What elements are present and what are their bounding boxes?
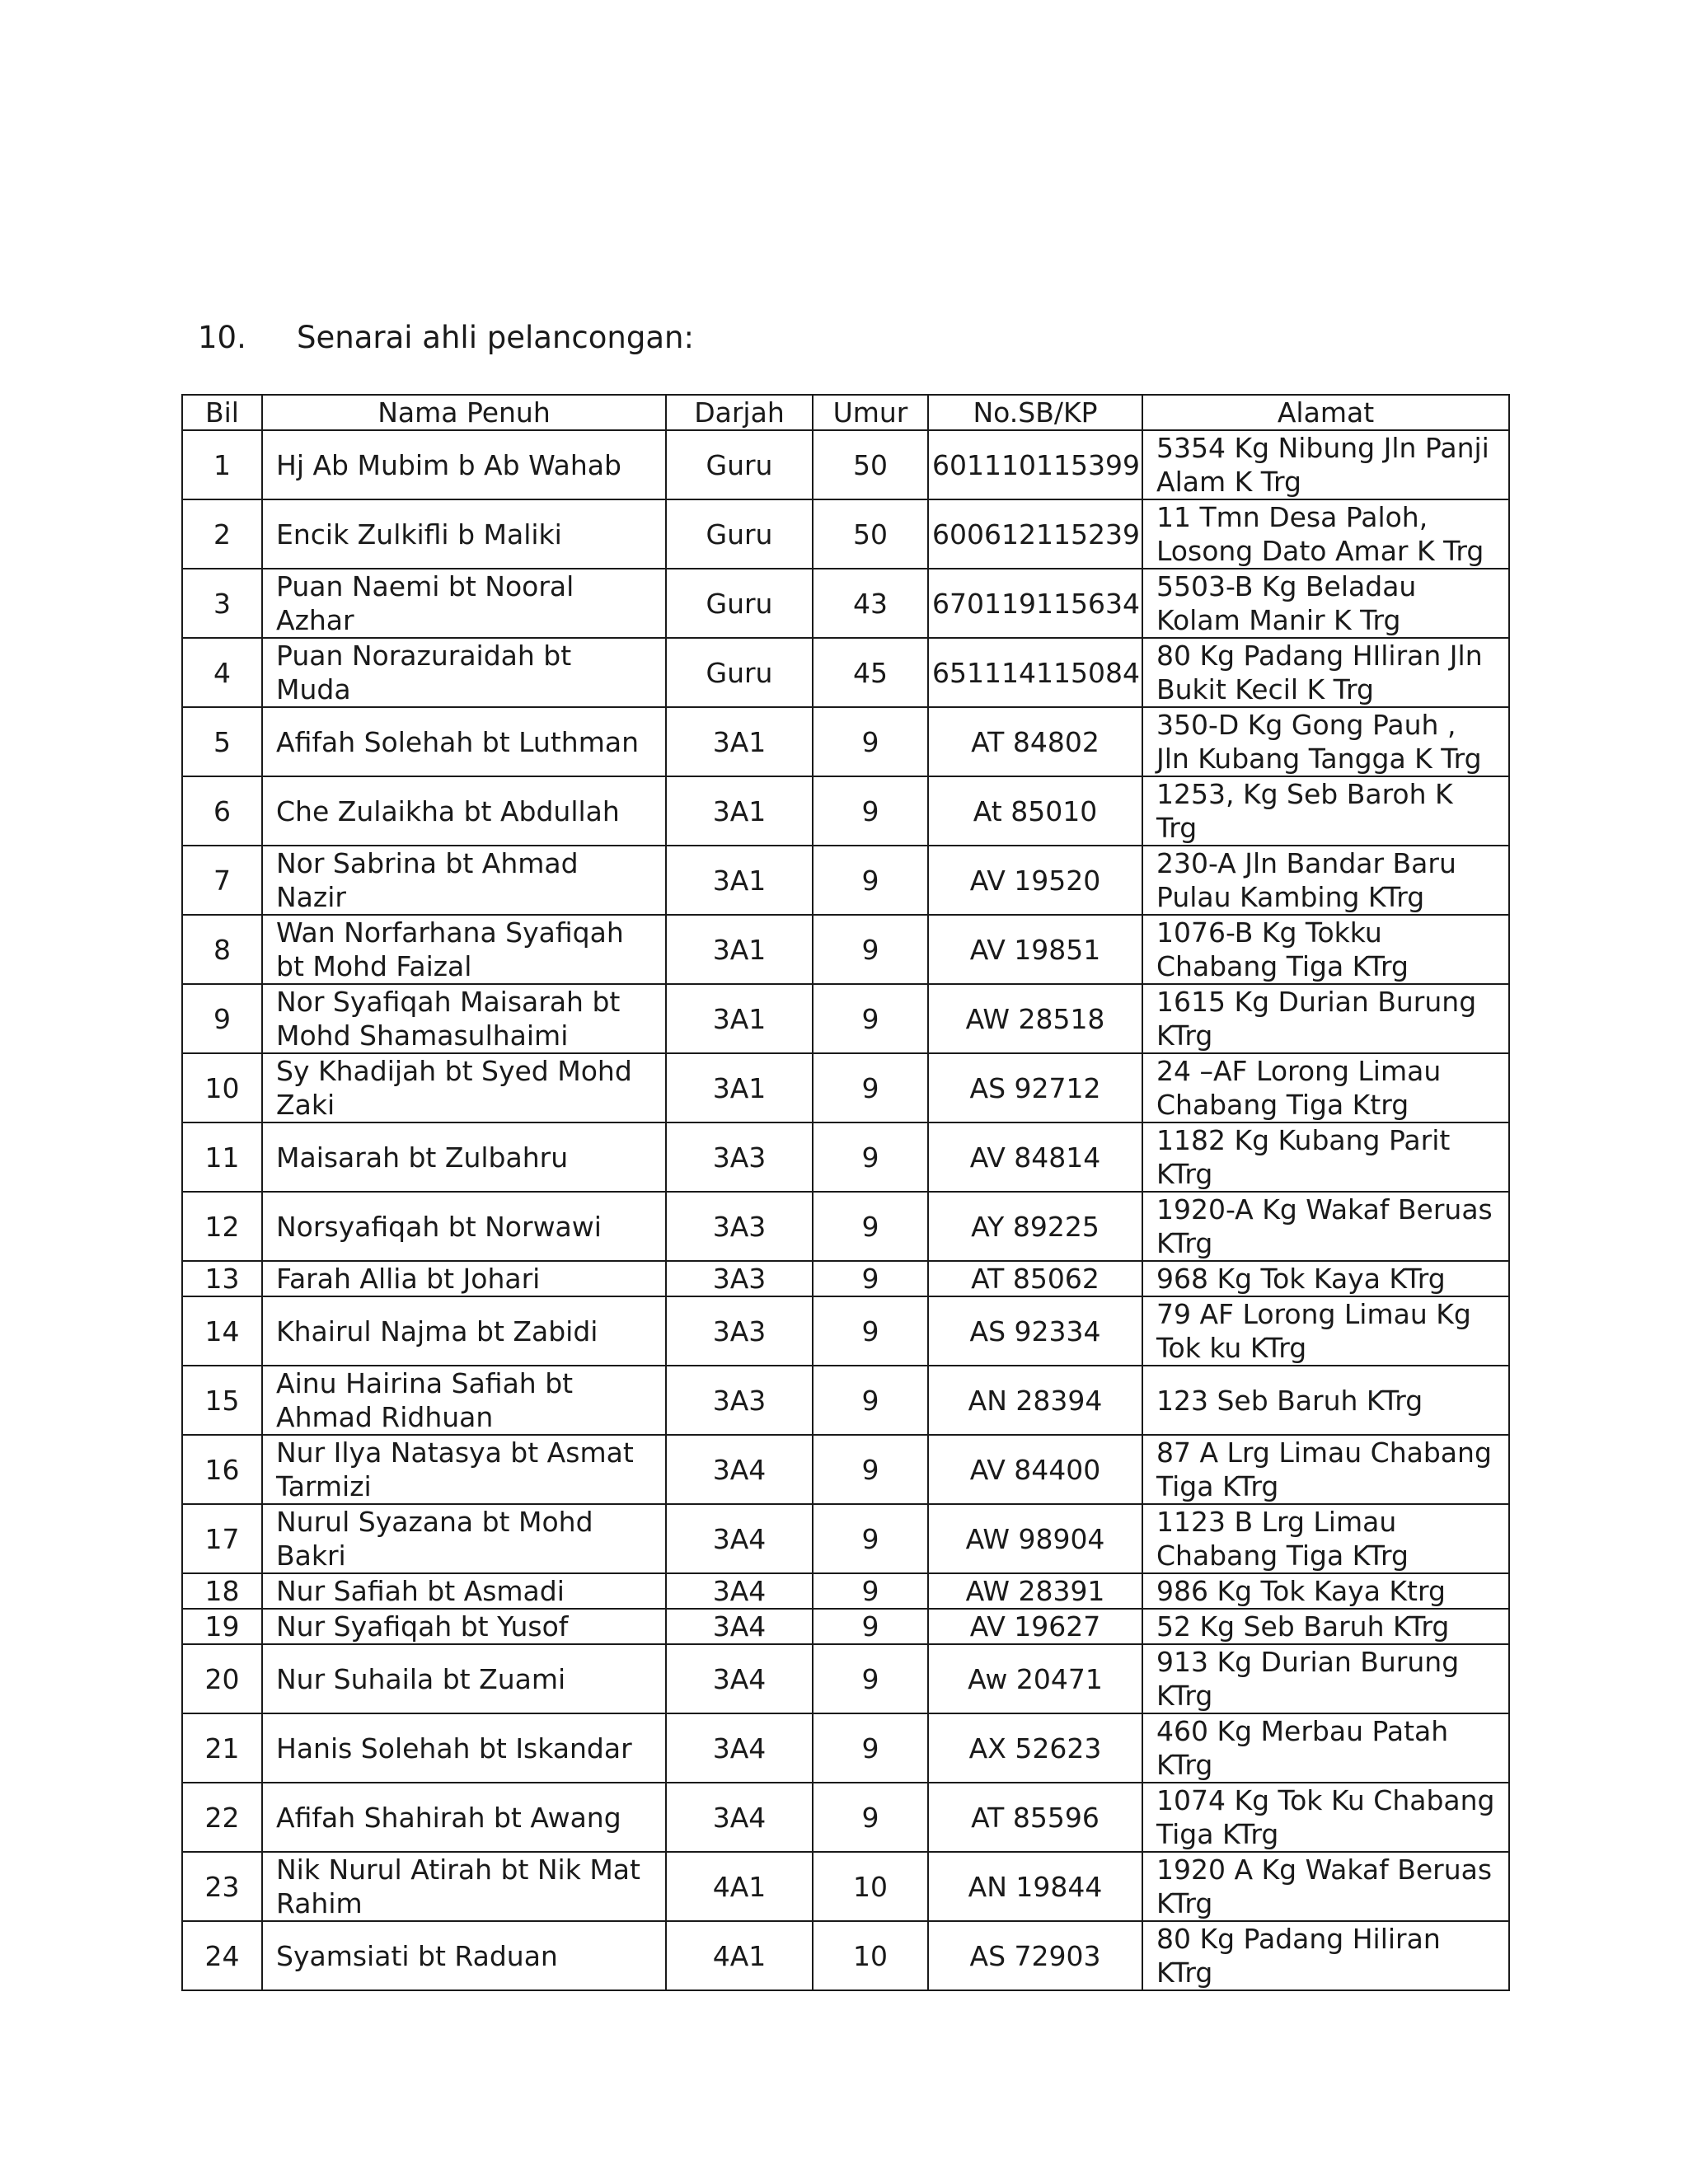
cell-no-sb-kp: AX 52623 [928,1713,1142,1783]
cell-alamat: 1076-B Kg Tokku Chabang Tiga KTrg [1142,915,1509,984]
cell-darjah: 3A3 [666,1192,813,1261]
cell-nama-penuh: Afifah Solehah bt Luthman [262,707,666,776]
table-row [182,1609,1509,1644]
cell-bil: 15 [182,1366,262,1435]
table-body [182,430,1509,1990]
cell-no-sb-kp: 601110115399 [928,430,1142,499]
cell-bil: 5 [182,707,262,776]
table-row [182,1366,1509,1435]
cell-nama-penuh: Khairul Najma bt Zabidi [262,1296,666,1366]
cell-bil: 21 [182,1713,262,1783]
cell-no-sb-kp: Aw 20471 [928,1644,1142,1713]
cell-umur: 9 [813,707,928,776]
header-nama-penuh: Nama Penuh [262,395,666,430]
cell-bil: 13 [182,1261,262,1296]
cell-alamat: 52 Kg Seb Baruh KTrg [1142,1609,1509,1644]
table-row [182,569,1509,638]
cell-alamat: 1123 B Lrg Limau Chabang Tiga KTrg [1142,1504,1509,1573]
table-row [182,1921,1509,1990]
cell-no-sb-kp: AY 89225 [928,1192,1142,1261]
cell-alamat: 460 Kg Merbau Patah KTrg [1142,1713,1509,1783]
cell-no-sb-kp: AN 19844 [928,1852,1142,1921]
section-title: Senarai ahli pelancongan: [297,320,694,355]
cell-nama-penuh: Nik Nurul Atirah bt Nik Mat Rahim [262,1852,666,1921]
cell-no-sb-kp: AV 19520 [928,846,1142,915]
cell-bil: 12 [182,1192,262,1261]
cell-bil: 24 [182,1921,262,1990]
cell-umur: 50 [813,430,928,499]
cell-alamat: 1074 Kg Tok Ku Chabang Tiga KTrg [1142,1783,1509,1852]
cell-alamat: 986 Kg Tok Kaya Ktrg [1142,1573,1509,1609]
cell-bil: 18 [182,1573,262,1609]
table-row [182,1504,1509,1573]
cell-alamat: 123 Seb Baruh KTrg [1142,1366,1509,1435]
header-no-sb-kp: No.SB/KP [928,395,1142,430]
cell-no-sb-kp: AS 92712 [928,1053,1142,1122]
cell-nama-penuh: Sy Khadijah bt Syed Mohd Zaki [262,1053,666,1122]
table-row [182,846,1509,915]
cell-umur: 9 [813,915,928,984]
cell-darjah: Guru [666,638,813,707]
table-row [182,1192,1509,1261]
header-umur: Umur [813,395,928,430]
cell-nama-penuh: Wan Norfarhana Syafiqah bt Mohd Faizal [262,915,666,984]
cell-bil: 1 [182,430,262,499]
cell-umur: 9 [813,1366,928,1435]
cell-nama-penuh: Puan Naemi bt Nooral Azhar [262,569,666,638]
cell-bil: 19 [182,1609,262,1644]
cell-darjah: 3A4 [666,1609,813,1644]
cell-no-sb-kp: AV 19627 [928,1609,1142,1644]
cell-nama-penuh: Syamsiati bt Raduan [262,1921,666,1990]
cell-bil: 7 [182,846,262,915]
table-row [182,1122,1509,1192]
table-row [182,915,1509,984]
cell-alamat: 87 A Lrg Limau Chabang Tiga KTrg [1142,1435,1509,1504]
cell-umur: 9 [813,1609,928,1644]
cell-no-sb-kp: AS 92334 [928,1296,1142,1366]
cell-nama-penuh: Hanis Solehah bt Iskandar [262,1713,666,1783]
cell-bil: 2 [182,499,262,569]
cell-bil: 11 [182,1122,262,1192]
cell-alamat: 230-A Jln Bandar Baru Pulau Kambing KTrg [1142,846,1509,915]
cell-bil: 8 [182,915,262,984]
cell-alamat: 5354 Kg Nibung Jln Panji Alam K Trg [1142,430,1509,499]
cell-alamat: 968 Kg Tok Kaya KTrg [1142,1261,1509,1296]
table-row [182,776,1509,846]
cell-no-sb-kp: 600612115239 [928,499,1142,569]
cell-bil: 23 [182,1852,262,1921]
cell-darjah: Guru [666,569,813,638]
cell-darjah: 3A3 [666,1122,813,1192]
cell-no-sb-kp: AT 84802 [928,707,1142,776]
cell-no-sb-kp: AV 19851 [928,915,1142,984]
table-header-row [182,395,1509,430]
cell-no-sb-kp: AV 84400 [928,1435,1142,1504]
cell-umur: 45 [813,638,928,707]
cell-no-sb-kp: AT 85596 [928,1783,1142,1852]
cell-bil: 16 [182,1435,262,1504]
cell-darjah: Guru [666,430,813,499]
cell-no-sb-kp: AW 98904 [928,1504,1142,1573]
cell-darjah: 3A4 [666,1504,813,1573]
cell-darjah: 3A1 [666,776,813,846]
cell-nama-penuh: Encik Zulkifli b Maliki [262,499,666,569]
cell-bil: 17 [182,1504,262,1573]
table-row [182,499,1509,569]
section-heading [198,320,694,355]
cell-alamat: 80 Kg Padang Hiliran KTrg [1142,1921,1509,1990]
table-row [182,1852,1509,1921]
cell-umur: 9 [813,1713,928,1783]
cell-no-sb-kp: AW 28391 [928,1573,1142,1609]
cell-darjah: 3A4 [666,1713,813,1783]
cell-alamat: 24 –AF Lorong Limau Chabang Tiga Ktrg [1142,1053,1509,1122]
cell-no-sb-kp: AT 85062 [928,1261,1142,1296]
cell-no-sb-kp: AW 28518 [928,984,1142,1053]
cell-bil: 9 [182,984,262,1053]
cell-darjah: 3A3 [666,1296,813,1366]
cell-darjah: 3A3 [666,1261,813,1296]
cell-bil: 22 [182,1783,262,1852]
cell-umur: 50 [813,499,928,569]
cell-alamat: 5503-B Kg Beladau Kolam Manir K Trg [1142,569,1509,638]
cell-nama-penuh: Norsyafiqah bt Norwawi [262,1192,666,1261]
cell-nama-penuh: Nur Safiah bt Asmadi [262,1573,666,1609]
cell-alamat: 913 Kg Durian Burung KTrg [1142,1644,1509,1713]
cell-darjah: 3A4 [666,1644,813,1713]
cell-nama-penuh: Nor Syafiqah Maisarah bt Mohd Shamasulhaimi [262,984,666,1053]
cell-umur: 9 [813,776,928,846]
cell-umur: 9 [813,1296,928,1366]
cell-umur: 10 [813,1921,928,1990]
table-row [182,638,1509,707]
cell-no-sb-kp: AS 72903 [928,1921,1142,1990]
table-row [182,1261,1509,1296]
cell-nama-penuh: Ainu Hairina Safiah bt Ahmad Ridhuan [262,1366,666,1435]
cell-alamat: 350-D Kg Gong Pauh , Jln Kubang Tangga K Trg [1142,707,1509,776]
cell-umur: 9 [813,1504,928,1573]
cell-nama-penuh: Farah Allia bt Johari [262,1261,666,1296]
table-row [182,984,1509,1053]
cell-umur: 9 [813,984,928,1053]
cell-darjah: 3A4 [666,1573,813,1609]
cell-nama-penuh: Nur Ilya Natasya bt Asmat Tarmizi [262,1435,666,1504]
cell-umur: 9 [813,1122,928,1192]
table-row [182,1644,1509,1713]
cell-umur: 10 [813,1852,928,1921]
cell-alamat: 80 Kg Padang HIliran Jln Bukit Kecil K Trg [1142,638,1509,707]
cell-no-sb-kp: AN 28394 [928,1366,1142,1435]
cell-umur: 9 [813,1053,928,1122]
cell-umur: 9 [813,846,928,915]
cell-darjah: 3A1 [666,984,813,1053]
cell-bil: 3 [182,569,262,638]
cell-umur: 9 [813,1261,928,1296]
cell-darjah: 3A4 [666,1435,813,1504]
cell-bil: 14 [182,1296,262,1366]
cell-no-sb-kp: 651114115084 [928,638,1142,707]
cell-nama-penuh: Afifah Shahirah bt Awang [262,1783,666,1852]
cell-darjah: 3A3 [666,1366,813,1435]
cell-darjah: 3A1 [666,707,813,776]
table-row [182,1783,1509,1852]
cell-alamat: 11 Tmn Desa Paloh, Losong Dato Amar K Trg [1142,499,1509,569]
cell-umur: 43 [813,569,928,638]
table-row [182,1435,1509,1504]
members-table [181,394,1510,1991]
cell-no-sb-kp: At 85010 [928,776,1142,846]
table-row [182,1713,1509,1783]
cell-alamat: 1615 Kg Durian Burung KTrg [1142,984,1509,1053]
cell-darjah: 3A1 [666,846,813,915]
cell-umur: 9 [813,1573,928,1609]
table-row [182,1053,1509,1122]
table-row [182,1573,1509,1609]
cell-umur: 9 [813,1192,928,1261]
cell-darjah: 3A4 [666,1783,813,1852]
cell-darjah: 4A1 [666,1921,813,1990]
cell-bil: 6 [182,776,262,846]
cell-nama-penuh: Nor Sabrina bt Ahmad Nazir [262,846,666,915]
cell-darjah: Guru [666,499,813,569]
cell-alamat: 79 AF Lorong Limau Kg Tok ku KTrg [1142,1296,1509,1366]
table-row [182,430,1509,499]
cell-nama-penuh: Nur Syafiqah bt Yusof [262,1609,666,1644]
table-row [182,1296,1509,1366]
cell-nama-penuh: Hj Ab Mubim b Ab Wahab [262,430,666,499]
cell-nama-penuh: Puan Norazuraidah bt Muda [262,638,666,707]
cell-darjah: 3A1 [666,915,813,984]
cell-bil: 4 [182,638,262,707]
cell-nama-penuh: Nur Suhaila bt Zuami [262,1644,666,1713]
cell-umur: 9 [813,1644,928,1713]
cell-alamat: 1920-A Kg Wakaf Beruas KTrg [1142,1192,1509,1261]
cell-umur: 9 [813,1783,928,1852]
table-row [182,707,1509,776]
cell-no-sb-kp: 670119115634 [928,569,1142,638]
cell-alamat: 1920 A Kg Wakaf Beruas KTrg [1142,1852,1509,1921]
cell-alamat: 1253, Kg Seb Baroh K Trg [1142,776,1509,846]
cell-no-sb-kp: AV 84814 [928,1122,1142,1192]
cell-bil: 10 [182,1053,262,1122]
cell-bil: 20 [182,1644,262,1713]
cell-umur: 9 [813,1435,928,1504]
section-number: 10. [198,320,246,355]
header-alamat: Alamat [1142,395,1509,430]
cell-darjah: 4A1 [666,1852,813,1921]
header-bil: Bil [182,395,262,430]
cell-alamat: 1182 Kg Kubang Parit KTrg [1142,1122,1509,1192]
cell-nama-penuh: Maisarah bt Zulbahru [262,1122,666,1192]
cell-nama-penuh: Che Zulaikha bt Abdullah [262,776,666,846]
cell-nama-penuh: Nurul Syazana bt Mohd Bakri [262,1504,666,1573]
header-darjah: Darjah [666,395,813,430]
cell-darjah: 3A1 [666,1053,813,1122]
